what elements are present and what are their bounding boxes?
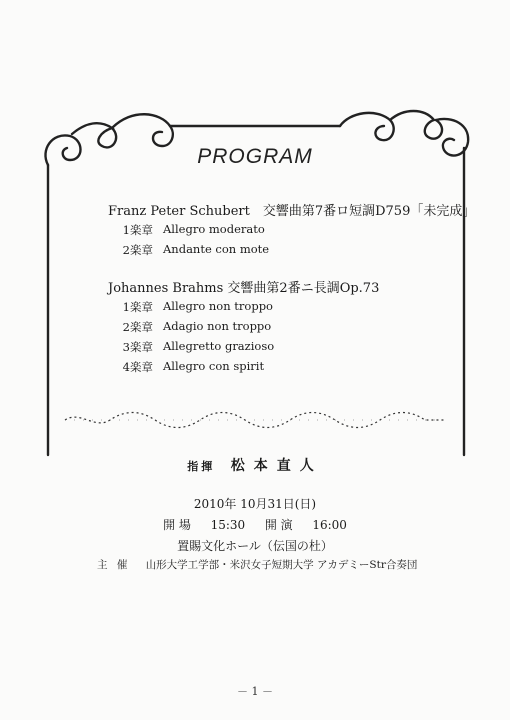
movement-name: Andante con mote	[163, 242, 270, 256]
conductor-line	[0, 455, 510, 475]
organizer-value: 山形大学工学部・米沢女子短期大学 アカデミーStr合奏団	[145, 559, 418, 571]
movement-number: 1楽章	[122, 300, 153, 314]
movement-item	[108, 242, 358, 258]
page-title: PROGRAM	[197, 145, 313, 168]
movement-item	[108, 299, 358, 315]
doors-open-time: 15:30	[210, 518, 246, 532]
movement-name: Allegro moderato	[163, 222, 265, 236]
movement-item	[108, 359, 358, 375]
movement-number: 3楽章	[122, 340, 153, 354]
movement-number: 4楽章	[122, 360, 153, 374]
movement-name: Allegro con spirit	[163, 359, 265, 373]
movement-number: 2楽章	[122, 243, 153, 257]
concert-date: 2010年 10月31日(日)	[193, 497, 317, 511]
conductor-name: 松本直人	[230, 458, 323, 474]
organizer-line	[97, 557, 417, 572]
movement-item	[108, 319, 358, 335]
movement-item	[108, 222, 358, 238]
movement-number: 1楽章	[122, 223, 153, 237]
conductor-label: 指揮	[187, 460, 216, 473]
movement-item	[108, 339, 358, 355]
start-label: 開 演	[264, 518, 293, 532]
swirl-top-left-3	[112, 114, 173, 146]
doors-open-label: 開 場	[163, 518, 191, 532]
work-2-heading: Johannes Brahms 交響曲第2番ニ長調Op.73	[108, 281, 380, 296]
start-time: 16:00	[312, 518, 347, 532]
organizer-label: 主 催	[97, 559, 131, 571]
page-number: － 1 －	[237, 685, 273, 698]
swirl-top-right-2	[390, 111, 442, 139]
movement-name: Allegro non troppo	[163, 299, 273, 313]
movement-number: 2楽章	[122, 320, 153, 334]
movement-name: Adagio non troppo	[163, 319, 272, 333]
swirl-top-right-3	[340, 113, 394, 140]
venue: 置賜文化ホール（伝国の杜）	[177, 539, 333, 553]
concert-times	[0, 516, 510, 533]
work-1-heading: Franz Peter Schubert 交響曲第7番ロ短調D759「未完成」	[108, 204, 476, 219]
movement-name: Allegretto grazioso	[163, 339, 275, 353]
wavy-divider	[65, 413, 445, 428]
